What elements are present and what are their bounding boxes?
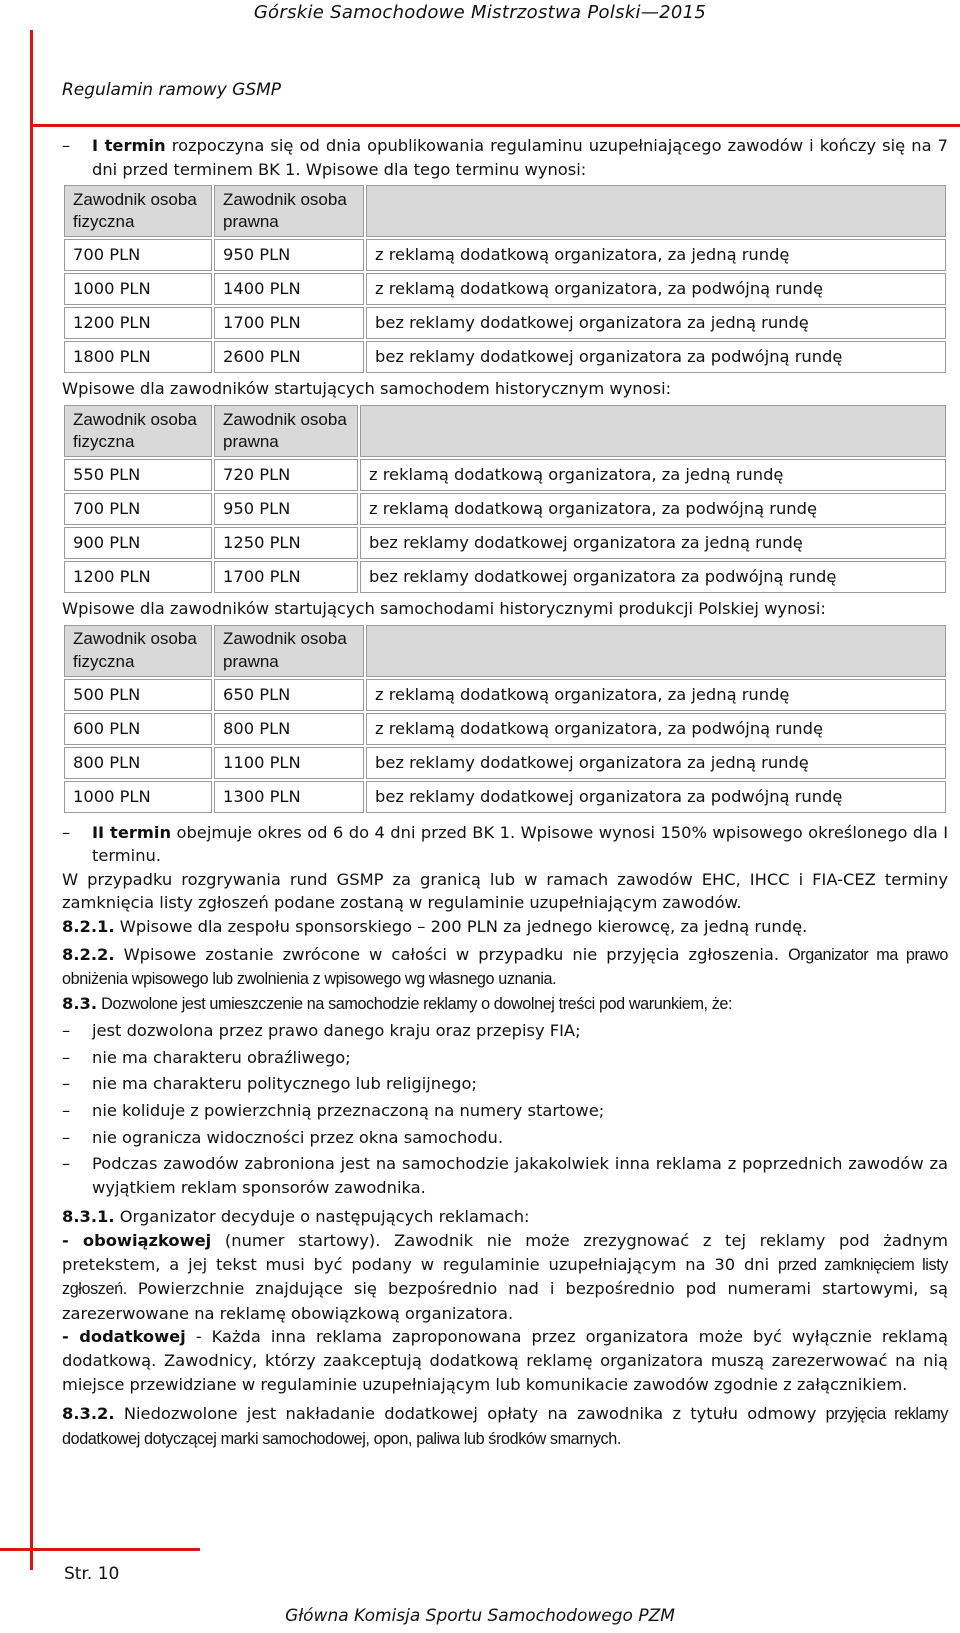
fee-legal: 720 PLN xyxy=(214,459,358,491)
fee-natural: 1200 PLN xyxy=(64,307,212,339)
fee-natural: 700 PLN xyxy=(64,239,212,271)
table-row xyxy=(64,561,946,593)
fee-table-standard xyxy=(62,183,948,375)
section-8-3-1 xyxy=(62,1205,948,1229)
header-red-rule xyxy=(30,124,960,127)
section-8-2-1 xyxy=(62,915,948,939)
fee-natural: 1000 PLN xyxy=(64,273,212,305)
margin-red-line xyxy=(30,30,33,1570)
fee-legal: 2600 PLN xyxy=(214,341,364,373)
footer-red-rule xyxy=(0,1548,200,1551)
term1-text: rozpoczyna się od dnia opublikowania regulaminu uzupełniającego zawodów i kończy się na 7 dni przed terminem BK 1. Wpisowe dla tego terminu wynosi: xyxy=(92,136,948,179)
fee-natural: 700 PLN xyxy=(64,493,212,525)
section-number: 8.2.1. xyxy=(62,917,115,936)
term2-text: obejmuje okres od 6 do 4 dni przed BK 1. Wpisowe wynosi 150% wpisowego określonego dla I terminu. xyxy=(92,822,949,866)
section-text-continued: Organizator ma prawo obniżenia wpisowego lub zwolnienia z wpisowego wg własnego uznania. xyxy=(62,945,948,989)
dash-bullet-icon: – xyxy=(62,136,71,155)
section-number: 8.3. xyxy=(62,993,98,1013)
header-legal-person: Zawodnik osoba prawna xyxy=(214,405,358,457)
fee-natural: 500 PLN xyxy=(64,679,212,711)
section-8-3 xyxy=(62,992,948,1016)
dash-bullet-icon: – xyxy=(62,1100,71,1120)
list-item-text: jest dozwolona przez prawo danego kraju oraz przepisy FIA; xyxy=(92,1021,581,1041)
polish-historic-intro: Wpisowe dla zawodników startujących samochodami historycznymi produkcji Polskiej wynosi: xyxy=(62,598,826,618)
document-header-subtitle: Regulamin ramowy GSMP xyxy=(62,80,282,100)
fee-natural: 550 PLN xyxy=(64,459,212,491)
fee-description: bez reklamy dodatkowej organizatora za jedną rundę xyxy=(366,747,946,779)
list-item-text: nie ogranicza widoczności przez okna samochodu. xyxy=(92,1127,504,1147)
fee-table-polish-historic xyxy=(62,623,948,815)
dash-bullet-icon: – xyxy=(62,1127,71,1147)
fee-description: z reklamą dodatkową organizatora, za podwójną rundę xyxy=(366,273,946,305)
fee-legal: 1700 PLN xyxy=(214,561,358,593)
term2-label: II termin xyxy=(92,822,172,842)
dash-bullet-icon: – xyxy=(62,1021,71,1041)
dash-bullet-icon: – xyxy=(62,1154,71,1174)
fee-description: bez reklamy dodatkowej organizatora za jedną rundę xyxy=(366,307,946,339)
section-number: 8.3.2. xyxy=(62,1404,115,1424)
fee-table-historic xyxy=(62,403,948,595)
fee-natural: 1000 PLN xyxy=(64,781,212,813)
list-item-text: Podczas zawodów zabroniona jest na samochodzie jakakolwiek inna reklama z poprzednich zawodów za wyjątkiem reklam sponsorów zawodnika. xyxy=(92,1154,948,1197)
fee-natural: 600 PLN xyxy=(64,713,212,745)
fee-description: bez reklamy dodatkowej organizatora za podwójną rundę xyxy=(366,781,946,813)
dash-bullet-icon: – xyxy=(62,1047,71,1067)
list-item-text: nie koliduje z powierzchnią przeznaczoną na numery startowe; xyxy=(92,1100,605,1120)
table-row xyxy=(64,713,946,745)
fee-natural: 800 PLN xyxy=(64,747,212,779)
fee-legal: 950 PLN xyxy=(214,239,364,271)
table-row xyxy=(64,341,946,373)
fee-legal: 1100 PLN xyxy=(214,747,364,779)
header-empty-cell xyxy=(366,625,946,677)
page-content xyxy=(62,134,948,1451)
list-item xyxy=(62,1046,948,1070)
additional-text: - Każda inna reklama zaproponowana przez organizatora może być wyłącznie reklamą dodatkową. Zawodnicy, którzy zaakceptują dodatkową reklamę organizatora muszą zarezerwować na nią miejsce przewidziane w regulaminie uzupełniającym lub komunikacie zawodów zgodnie z załącznikiem. xyxy=(62,1327,949,1394)
fee-description: bez reklamy dodatkowej organizatora za podwójną rundę xyxy=(360,561,946,593)
fee-legal: 1300 PLN xyxy=(214,781,364,813)
additional-ad-paragraph xyxy=(62,1325,948,1396)
section-text: Niedozwolone jest nakładanie dodatkowej opłaty na zawodnika z tytułu odmowy xyxy=(114,1404,817,1424)
fee-natural: 1800 PLN xyxy=(64,341,212,373)
header-legal-person: Zawodnik osoba prawna xyxy=(214,185,364,237)
section-8-2-2 xyxy=(62,943,948,992)
fee-natural: 1200 PLN xyxy=(64,561,212,593)
table-row xyxy=(64,747,946,779)
table-row xyxy=(64,781,946,813)
term1-label: I termin xyxy=(92,136,166,155)
document-footer: Główna Komisja Sportu Samochodowego PZM xyxy=(285,1606,675,1626)
term1-paragraph xyxy=(62,134,948,181)
header-legal-person: Zawodnik osoba prawna xyxy=(214,625,364,677)
fee-description: z reklamą dodatkową organizatora, za podwójną rundę xyxy=(366,713,946,745)
fee-legal: 950 PLN xyxy=(214,493,358,525)
term2-paragraph xyxy=(62,821,948,868)
section-text: Wpisowe zostanie zwrócone w całości w przypadku nie przyjęcia zgłoszenia. xyxy=(114,944,780,964)
page-number: Str. 10 xyxy=(64,1564,120,1584)
table-header-row xyxy=(64,185,946,237)
dash-bullet-icon: – xyxy=(62,1074,71,1094)
section-text: Organizator decyduje o następujących reklamach: xyxy=(114,1207,530,1227)
table-row xyxy=(64,527,946,559)
dash-bullet-icon: – xyxy=(62,822,71,842)
mandatory-text: (numer startowy). Zawodnik nie może zrezygnować z tej reklamy pod żadnym pretekstem, a jej tekst musi być podany w regulaminie uzupełniającym na 30 dni xyxy=(62,1231,948,1274)
table-row xyxy=(64,239,946,271)
fee-legal: 1400 PLN xyxy=(214,273,364,305)
historic-intro: Wpisowe dla zawodników startujących samochodem historycznym wynosi: xyxy=(62,379,672,399)
fee-legal: 650 PLN xyxy=(214,679,364,711)
fee-legal: 800 PLN xyxy=(214,713,364,745)
header-natural-person: Zawodnik osoba fizyczna xyxy=(64,625,212,677)
list-item xyxy=(62,1126,948,1150)
list-item xyxy=(62,1099,948,1123)
header-natural-person: Zawodnik osoba fizyczna xyxy=(64,185,212,237)
list-item xyxy=(62,1152,948,1199)
mandatory-label: - obowiązkowej xyxy=(62,1231,212,1251)
list-item xyxy=(62,1019,948,1043)
document-header-title: Górskie Samochodowe Mistrzostwa Polski—2015 xyxy=(253,2,707,23)
table-row xyxy=(64,493,946,525)
fee-description: z reklamą dodatkową organizatora, za jedną rundę xyxy=(366,239,946,271)
list-item-text: nie ma charakteru politycznego lub religijnego; xyxy=(92,1074,477,1094)
section-8-3-2 xyxy=(62,1402,948,1451)
list-item-text: nie ma charakteru obraźliwego; xyxy=(92,1047,351,1067)
mandatory-ad-paragraph xyxy=(62,1229,948,1325)
advertising-conditions-list xyxy=(62,1019,948,1199)
fee-natural: 900 PLN xyxy=(64,527,212,559)
header-empty-cell xyxy=(366,185,946,237)
section-text-condensed: przyjęcia reklamy dodatkowej dotyczącej marki samochodowej, opon, paliwa lub środków smarnych. xyxy=(62,1405,948,1448)
table-row xyxy=(64,307,946,339)
list-item xyxy=(62,1072,948,1096)
table-row xyxy=(64,273,946,305)
table-row xyxy=(64,459,946,491)
fee-description: z reklamą dodatkową organizatora, za jedną rundę xyxy=(366,679,946,711)
fee-description: bez reklamy dodatkowej organizatora za jedną rundę xyxy=(360,527,946,559)
table-header-row xyxy=(64,625,946,677)
section-text: Dozwolone jest umieszczenie na samochodzie reklamy o dowolnej treści pod warunkiem, że: xyxy=(97,994,733,1013)
fee-legal: 1700 PLN xyxy=(214,307,364,339)
table-header-row xyxy=(64,405,946,457)
fee-description: z reklamą dodatkową organizatora, za podwójną rundę xyxy=(360,493,946,525)
mandatory-text-continued: Powierzchnie znajdujące się bezpośrednio nad i bezpośrednio pod numerami startowymi, są zarezerwowane na reklamę obowiązkową organizatora. xyxy=(62,1279,948,1323)
section-number: 8.2.2. xyxy=(62,944,115,964)
fee-description: bez reklamy dodatkowej organizatora za podwójną rundę xyxy=(366,341,946,373)
fee-legal: 1250 PLN xyxy=(214,527,358,559)
table-row xyxy=(64,679,946,711)
fee-description: z reklamą dodatkową organizatora, za jedną rundę xyxy=(360,459,946,491)
header-natural-person: Zawodnik osoba fizyczna xyxy=(64,405,212,457)
mandatory-text-condensed: przed zamknięciem listy zgłoszeń. xyxy=(62,1255,948,1299)
abroad-paragraph: W przypadku rozgrywania rund GSMP za granicą lub w ramach zawodów EHC, IHCC i FIA-CEZ terminy zamknięcia listy zgłoszeń podane zostaną w regulaminie uzupełniającym zawodów. xyxy=(62,869,948,913)
additional-label: - dodatkowej xyxy=(62,1327,186,1347)
section-text: Wpisowe dla zespołu sponsorskiego – 200 PLN za jednego kierowcę, za jedną rundę. xyxy=(114,917,808,936)
header-empty-cell xyxy=(360,405,946,457)
section-number: 8.3.1. xyxy=(62,1207,115,1227)
